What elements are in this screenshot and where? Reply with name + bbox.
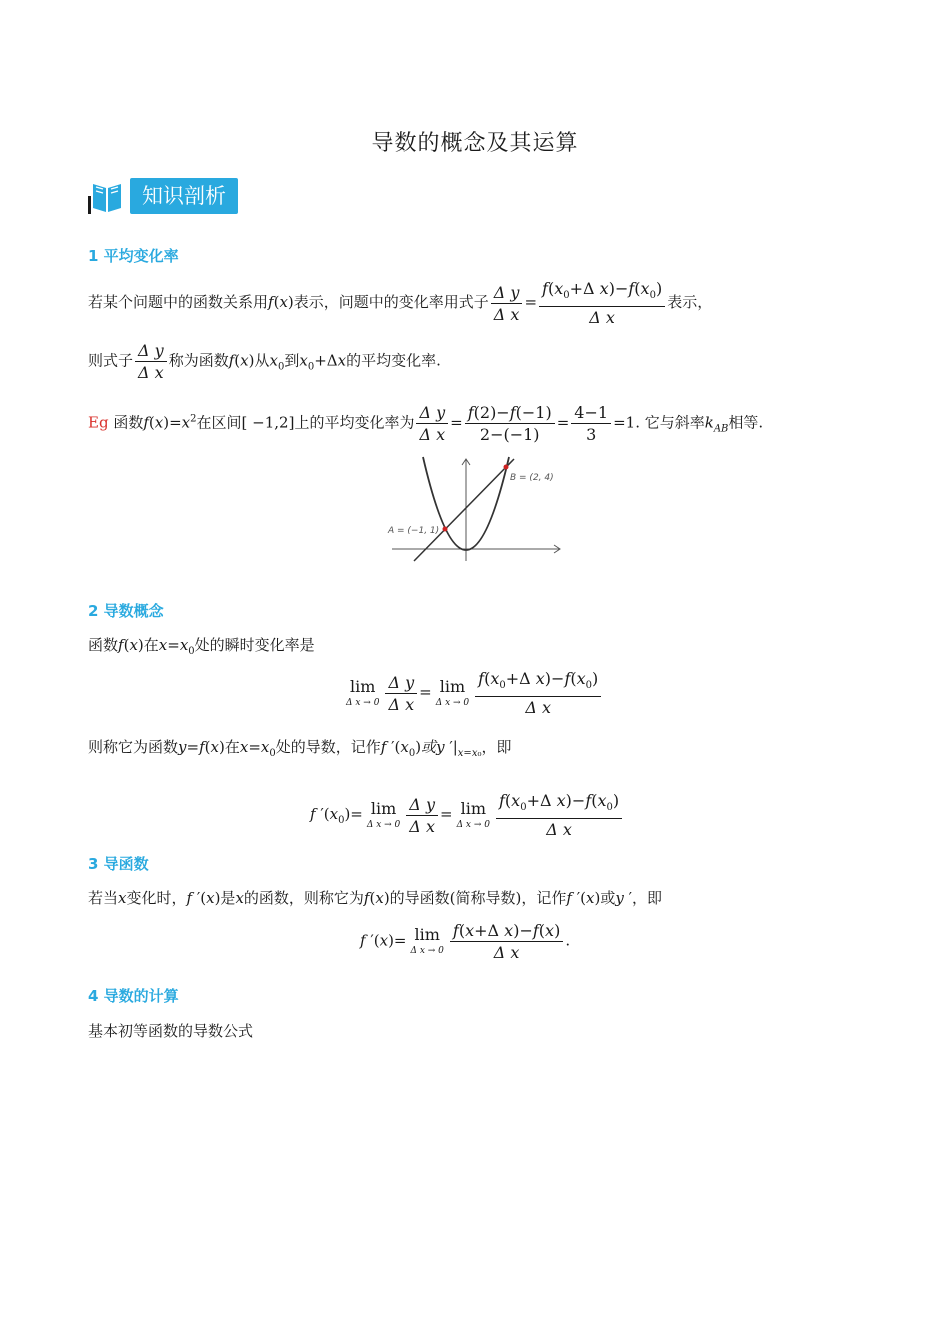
secant-line bbox=[414, 459, 514, 561]
point-a bbox=[443, 527, 448, 532]
paragraph: 基本初等函数的导数公式 bbox=[88, 1022, 254, 1040]
banner-label: 知识剖析 bbox=[130, 178, 238, 214]
paragraph: 若某个问题中的函数关系用f(x)表示，问题中的变化率用式子 $\frac{\text{Δ y}}{\text{Δ x}}$ = $\frac{f(x_0+\Delta x)-f(x_0)}{\text{Δ x}}$ 表示， bbox=[88, 279, 713, 328]
paragraph: 函数f(x)在$x=x_0$处的瞬时变化率是 bbox=[88, 636, 315, 657]
paragraph: 若当x变化时，f ′(x)是x的函数，则称它为f(x)的导函数(简称导数)，记作f ′(x)或y ′，即 bbox=[88, 889, 663, 907]
section-heading-2: 2 导数概念 bbox=[88, 602, 164, 620]
point-a-label: A = (−1, 1) bbox=[388, 526, 440, 536]
book-icon bbox=[88, 178, 128, 216]
parabola-graph bbox=[382, 455, 568, 565]
section-heading-1: 1 平均变化率 bbox=[88, 247, 179, 265]
page-title: 导数的概念及其运算 bbox=[371, 131, 579, 156]
paragraph: 则称它为函数y=f(x)在$x=x_0$处的导数，记作f $'(x_0)$或y $'|_{x=x_0}$，即 bbox=[88, 738, 512, 759]
formula-derivative: f $'(x_0)=$ lim Δ x → 0 $\frac{\text{Δ y}}{\text{Δ x}}$ = lim Δ x → 0 $\frac{f(x_0+\Delta x)-f(x_0)}{\text{Δ x}}$ bbox=[310, 790, 624, 840]
formula-limit: lim Δ x → 0 $\frac{\text{Δ y}}{\text{Δ x}}$ = lim Δ x → 0 $\frac{f(x_0+\Delta x)-f(x_0)}{\text{Δ x}}$ bbox=[342, 668, 603, 718]
formula-derivative-function: f ′(x)= lim Δ x → 0 $\frac{\text{f(x+Δ x)−f(x)}}{\text{Δ x}}$ . bbox=[360, 921, 571, 962]
point-b bbox=[504, 465, 509, 470]
paragraph: 则式子 $\frac{\text{Δ y}}{\text{Δ x}}$ 称为函数f(x)从$x_0$到$x_0+\Delta x$的平均变化率. bbox=[88, 341, 441, 382]
example: Eg 函数$f(x)=x^2$在区间[ −1,2]上的平均变化率为 $\frac{\text{Δ y}}{\text{Δ x}}$ = $\frac{f(2)-f(-1)}{2-(-1)}$ = $\frac{4-1}{3}$ =1. 它与斜率$k_{AB}$相等. bbox=[88, 403, 764, 444]
section-heading-3: 3 导函数 bbox=[88, 855, 149, 873]
section-heading-4: 4 导数的计算 bbox=[88, 987, 179, 1005]
point-b-label: B = (2, 4) bbox=[510, 473, 554, 483]
